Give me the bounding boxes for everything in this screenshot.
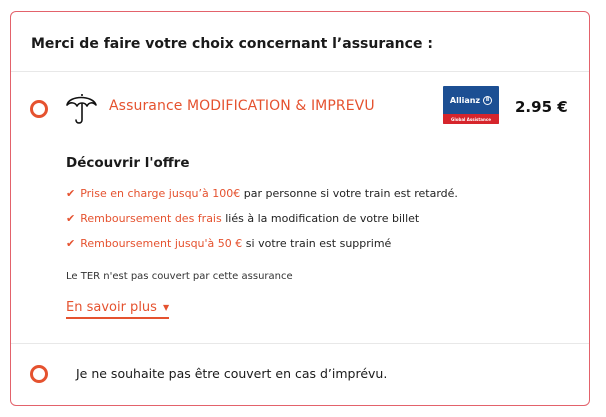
insurance-price: 2.95 € (515, 98, 568, 116)
check-icon: ✔ (66, 237, 76, 250)
benefit-highlight: Remboursement des frais (80, 212, 222, 225)
allianz-logo-tagline: Global Assistance (443, 114, 499, 124)
allianz-logo (443, 86, 499, 124)
allianz-logo-name: Allianz (449, 95, 481, 105)
decline-option-radio[interactable] (30, 365, 48, 383)
benefit-highlight: Remboursement jusqu'à 50 € (80, 237, 243, 250)
benefit-item (66, 237, 458, 262)
benefit-text: par personne si votre train est retardé. (240, 187, 458, 200)
insurance-option-radio[interactable] (30, 100, 48, 118)
offer-heading: Découvrir l'offre (66, 155, 190, 171)
benefit-text: liés à la modification de votre billet (221, 212, 420, 225)
decline-option-label[interactable]: Je ne souhaite pas être couvert en cas d’imprévu. (76, 366, 388, 381)
insurance-option-title[interactable]: Assurance MODIFICATION & IMPREVU (109, 98, 375, 114)
insurance-choice-card (10, 11, 590, 406)
benefit-highlight: Prise en charge jusqu’à 100€ (80, 187, 241, 200)
allianz-eagle-icon: Ⅱ (483, 96, 492, 105)
benefit-text: si votre train est supprimé (242, 237, 392, 250)
check-icon: ✔ (66, 187, 76, 200)
more-info-label: En savoir plus (66, 300, 157, 315)
caret-down-icon: ▼ (162, 303, 170, 312)
divider (11, 343, 589, 344)
more-info-link[interactable] (66, 300, 169, 319)
divider (11, 71, 589, 72)
benefit-item (66, 212, 458, 237)
coverage-note: Le TER n'est pas couvert par cette assurance (66, 271, 293, 282)
card-title: Merci de faire votre choix concernant l’assurance : (31, 36, 433, 52)
umbrella-icon (65, 90, 99, 128)
benefits-list (66, 187, 458, 262)
benefit-item (66, 187, 458, 212)
check-icon: ✔ (66, 212, 76, 225)
